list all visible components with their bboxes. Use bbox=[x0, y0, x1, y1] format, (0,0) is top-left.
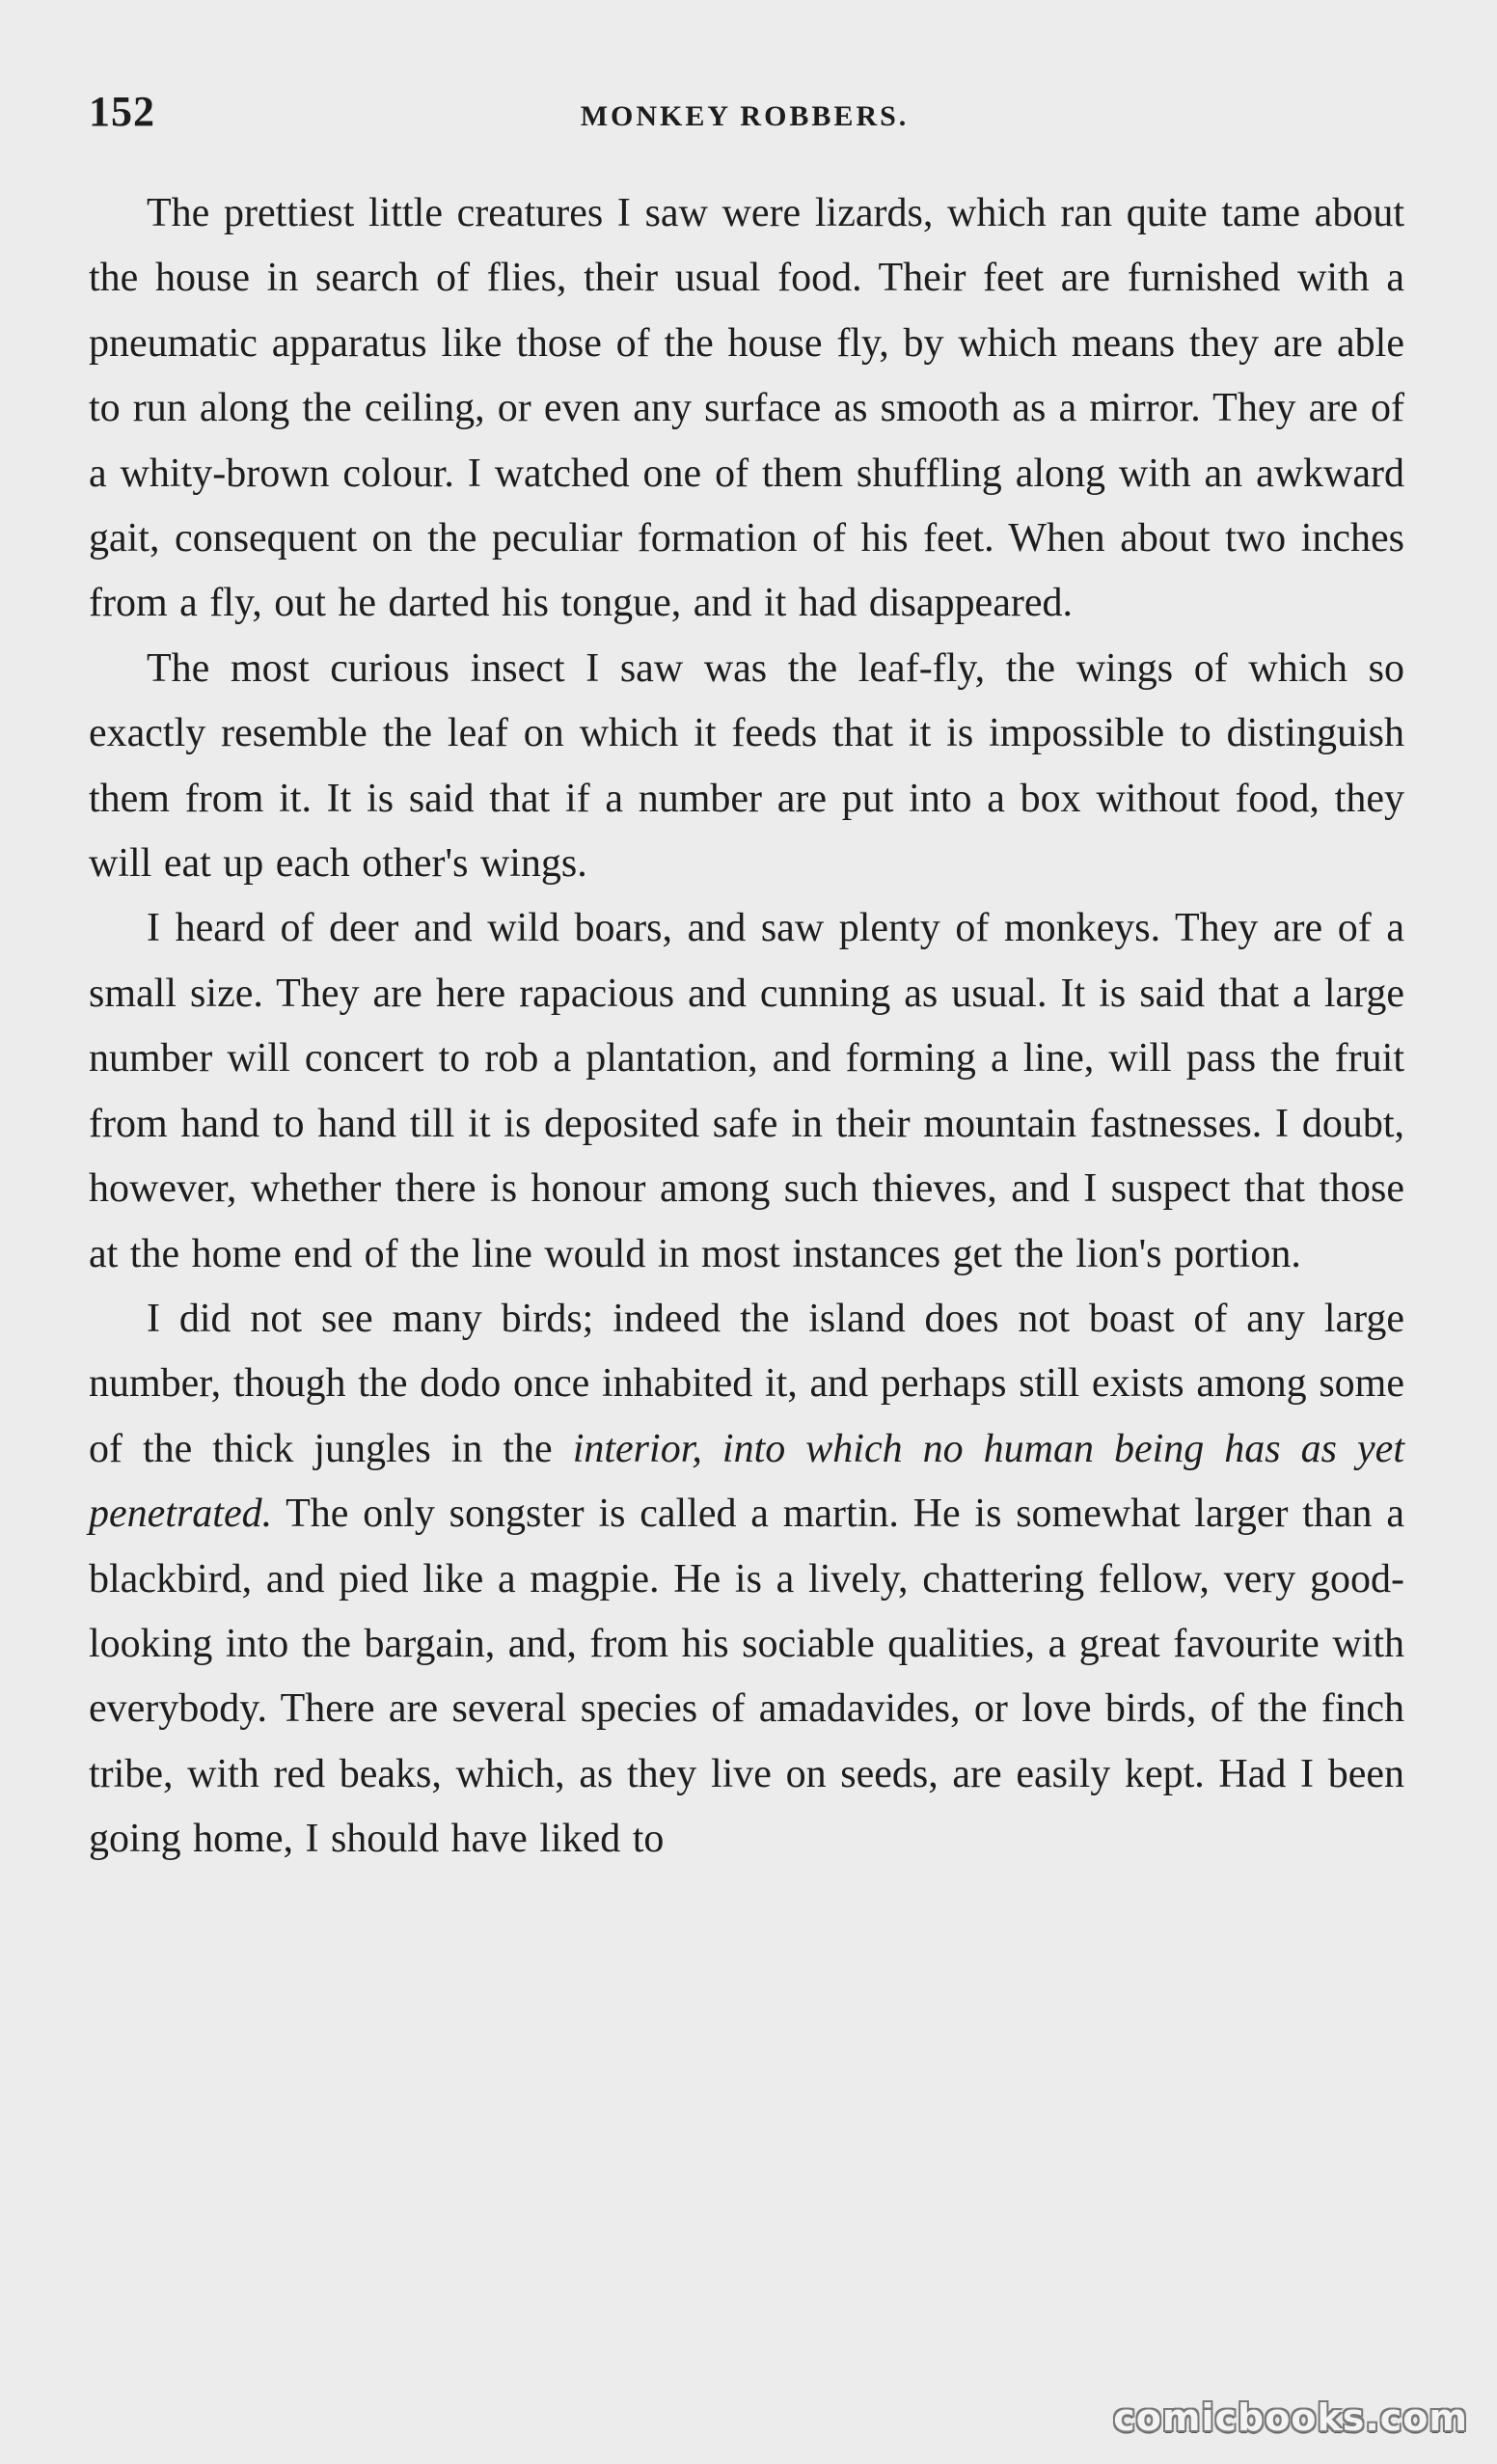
paragraph-birds bbox=[89, 1287, 1404, 1873]
page-number: 152 bbox=[89, 88, 155, 135]
paragraph-monkeys: I heard of deer and wild boars, and saw plenty of monkeys. They are of a small size. They are here rapacious and cunning as usual. It is said that a large number will concert to rob a plantation, and forming a line, will pass the fruit from hand to hand till it is deposited safe in their mountain fastnesses. I doubt, however, whether there is honour among such thieves, and I suspect that those at the home end of the line would in most instances get the lion's portion. bbox=[89, 906, 1404, 1276]
watermark: comicbooks.com bbox=[1113, 2396, 1468, 2439]
page-header bbox=[89, 87, 1401, 145]
running-head: MONKEY ROBBERS. bbox=[580, 100, 910, 132]
body-text bbox=[89, 181, 1404, 1873]
birds-text-italic: interior, into which no human being has as yet penetrated. bbox=[89, 1426, 1404, 1537]
birds-text-end: The only songster is called a martin. He is somewhat larger than a blackbird, and pied like a magpie. He is a lively, chattering fellow, very good-looking into the bargain, and, from his sociable qualities, a great favourite with everybody. There are several species of amadavides, or love birds, of the finch tribe, with red beaks, which, as they live on seeds, are easily kept. Had I been going home, I should have liked to bbox=[89, 1492, 1404, 1862]
paragraph-leaf-fly: The most curious insect I saw was the leaf-fly, the wings of which so exactly resemble the leaf on which it feeds that it is impossible to distinguish them from it. It is said that if a number are put into a box without food, they will eat up each other's wings. bbox=[89, 645, 1404, 887]
birds-text-start: I did not see many birds; indeed the island does not boast of any large number, though the dodo once inhabited it, and perhaps still exists among some of the thick jungles in the bbox=[89, 1296, 1404, 1471]
paragraph-lizards: The prettiest little creatures I saw were lizards, which ran quite tame about the house in search of flies, their usual food. Their feet are furnished with a pneumatic apparatus like those of the house fly, by which means they are able to run along the ceiling, or even any surface as smooth as a mirror. They are of a whity-brown colour. I watched one of them shuffling along with an awkward gait, consequent on the peculiar formation of his feet. When about two inches from a fly, out he darted his tongue, and it had disappeared. bbox=[89, 191, 1404, 626]
